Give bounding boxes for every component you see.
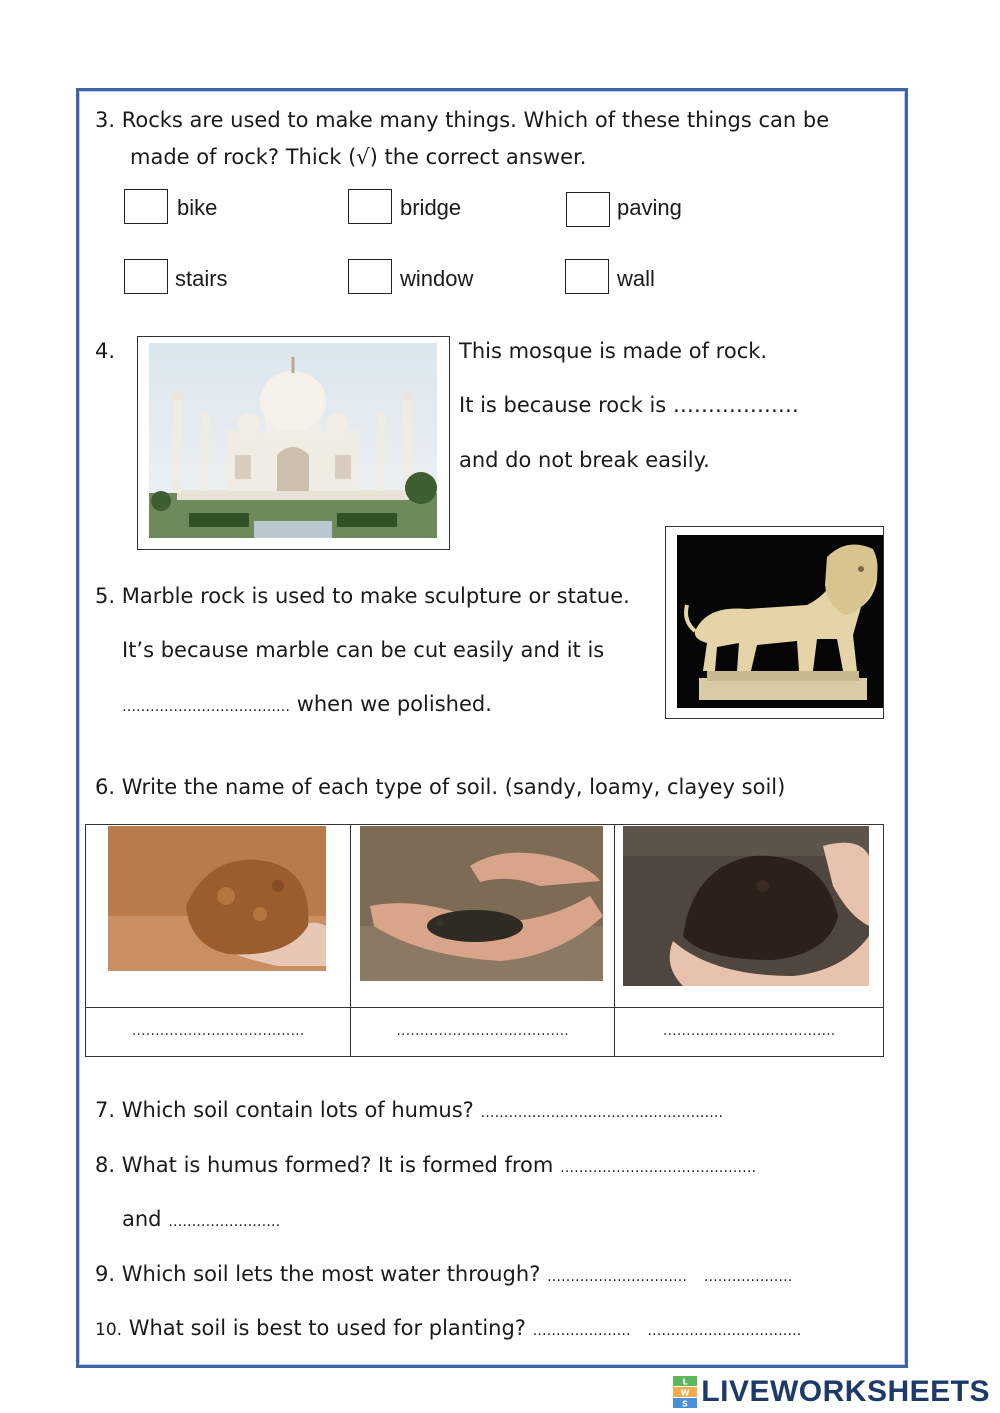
svg-text:W: W — [680, 1388, 690, 1398]
option-wall-label: wall — [617, 266, 655, 291]
option-paving-label: paving — [617, 195, 682, 220]
q7-answer-blank[interactable]: ……………………………………………. — [480, 1105, 723, 1121]
q9-answer-blank-1[interactable]: ………………………… — [547, 1269, 688, 1285]
q5-line3-tail: when we polished. — [296, 692, 492, 716]
q10-answer-blank-1[interactable]: ………………… — [532, 1323, 631, 1339]
q7-line — [95, 1097, 723, 1126]
option-bike-label: bike — [177, 195, 218, 220]
clayey-soil-image — [623, 826, 869, 986]
checkbox-paving[interactable] — [566, 192, 610, 227]
taj-mahal-image — [137, 336, 450, 550]
checkbox-bike[interactable] — [124, 189, 168, 224]
q9-line — [95, 1261, 792, 1290]
soil-answer-2[interactable]: ………………………………. — [396, 1023, 569, 1039]
option-window-label: window — [400, 266, 474, 291]
soil-table — [85, 824, 884, 1057]
svg-text:L: L — [682, 1377, 688, 1387]
logo-icon — [673, 1376, 699, 1408]
q6-line1: 6. Write the name of each type of soil. (sandy, loamy, clayey soil) — [95, 775, 786, 799]
checkbox-stairs[interactable] — [124, 259, 168, 294]
logo-text: LIVEWORKSHEETS — [701, 1375, 990, 1408]
soil-answer-3[interactable]: ………………………………. — [662, 1023, 836, 1039]
marble-lion-image — [665, 526, 884, 719]
q10-number: 10. — [95, 1320, 123, 1340]
sandy-soil-image — [108, 826, 326, 971]
q8-text: 8. What is humus formed? It is formed from — [95, 1153, 554, 1177]
q5-line2: It’s because marble can be cut easily and it is — [122, 638, 605, 662]
q3-line2: made of rock? Thick (√) the correct answer. — [130, 145, 587, 169]
q7-text: 7. Which soil contain lots of humus? — [95, 1098, 474, 1122]
q10-line — [95, 1315, 801, 1344]
liveworksheets-logo — [673, 1375, 990, 1409]
q4-number: 4. — [95, 339, 116, 363]
loamy-soil-image — [360, 826, 603, 981]
q10-answer-blank-2[interactable]: …………………………… — [647, 1323, 802, 1339]
checkbox-wall[interactable] — [565, 259, 609, 294]
q8-line — [95, 1152, 756, 1181]
q10-text: What soil is best to used for planting? — [128, 1316, 526, 1340]
q9-text: 9. Which soil lets the most water through? — [95, 1262, 541, 1286]
q5-line3 — [122, 691, 492, 720]
q4-line2: It is because rock is ……………… — [459, 393, 799, 417]
checkbox-bridge[interactable] — [348, 189, 392, 224]
q3-line1: 3. Rocks are used to make many things. Which of these things can be — [95, 108, 830, 132]
q4-line3: and do not break easily. — [459, 448, 710, 472]
q9-answer-blank-2[interactable]: ………………. — [703, 1269, 793, 1285]
q8-answer-blank-1[interactable]: …………………………………… — [560, 1160, 757, 1176]
checkbox-window[interactable] — [348, 259, 392, 294]
option-bridge-label: bridge — [400, 195, 462, 220]
svg-text:S: S — [682, 1399, 689, 1408]
soil-answer-1[interactable]: ………………………………. — [131, 1023, 305, 1039]
q5-line1: 5. Marble rock is used to make sculpture or statue. — [95, 584, 630, 608]
q8-line2 — [122, 1206, 280, 1235]
q4-line1: This mosque is made of rock. — [459, 339, 768, 363]
q8-and: and — [122, 1207, 162, 1231]
q8-answer-blank-2[interactable]: …………………… — [168, 1214, 281, 1230]
q5-answer-blank[interactable]: ……………………………… — [122, 699, 290, 715]
option-stairs-label: stairs — [175, 266, 228, 291]
